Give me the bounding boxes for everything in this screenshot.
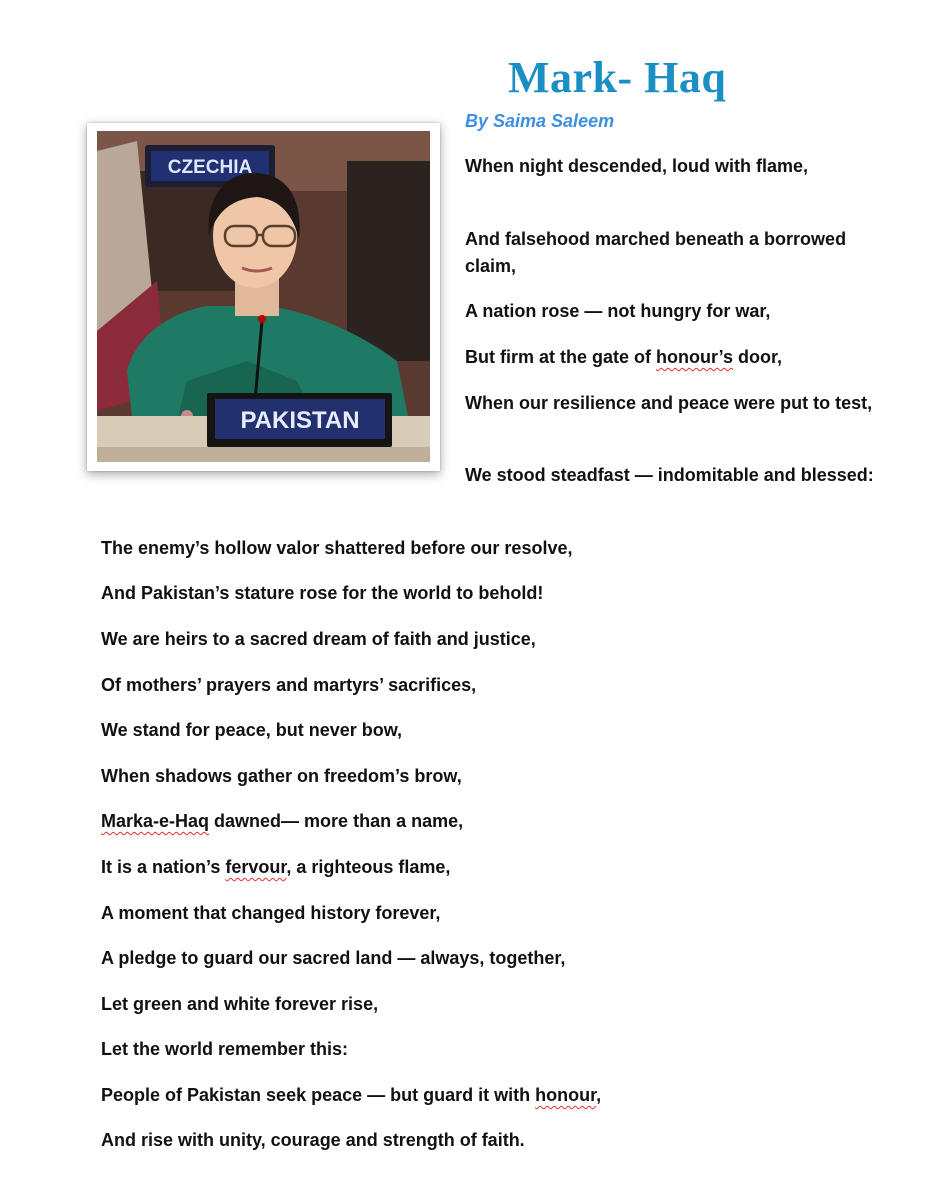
front-placard-text: PAKISTAN [240,407,360,434]
poem-line [465,344,885,371]
spellcheck-word: honour [535,1085,597,1105]
poem-line: A moment that changed history forever, [101,903,441,923]
poem-line: And Pakistan’s stature rose for the world to behold! [101,583,544,603]
poem-line: We stand for peace, but never bow, [101,720,403,740]
line-text: door, [733,347,783,367]
poem-line: When our resilience and peace were put to test, [465,393,873,413]
poem-line [101,808,463,835]
poem-line: And falsehood marched beneath a borrowed claim, [465,229,847,276]
spellcheck-word: Marka-e-Haq [101,811,210,831]
poem-line: The enemy’s hollow valor shattered before our resolve, [101,538,573,558]
poem-line [101,1082,601,1109]
speaker-photo-frame [87,123,440,471]
poem-line: Of mothers’ prayers and martyrs’ sacrifices, [101,675,477,695]
poem-line [101,854,450,881]
poem-line: A pledge to guard our sacred land — always, together, [101,948,566,968]
line-text: People of Pakistan seek peace — but guard it with [101,1085,536,1105]
poem-line: Let the world remember this: [101,1039,349,1059]
poem-line: We stood steadfast — indomitable and blessed: [465,465,874,485]
line-text: It is a nation’s [101,857,226,877]
line-text: , [596,1085,602,1105]
poem-line: And rise with unity, courage and strength of faith. [101,1130,525,1150]
poem-author: By Saima Saleem [465,111,615,131]
spellcheck-word: honour’s [656,347,734,367]
poem-line: When night descended, loud with flame, [465,156,809,176]
line-text: But firm at the gate of [465,347,657,367]
line-text: , a righteous flame, [286,857,451,877]
line-text: dawned— more than a name, [209,811,464,831]
poem-line: When shadows gather on freedom’s brow, [101,766,462,786]
poem-line: Let green and white forever rise, [101,994,379,1014]
poem-title: Mark- Haq [508,53,727,102]
spellcheck-word: fervour [225,857,287,877]
back-placard-text: CZECHIA [167,157,253,178]
speaker-photo [97,131,430,462]
poem-line: A nation rose — not hungry for war, [465,301,771,321]
poem-line: We are heirs to a sacred dream of faith and justice, [101,629,536,649]
